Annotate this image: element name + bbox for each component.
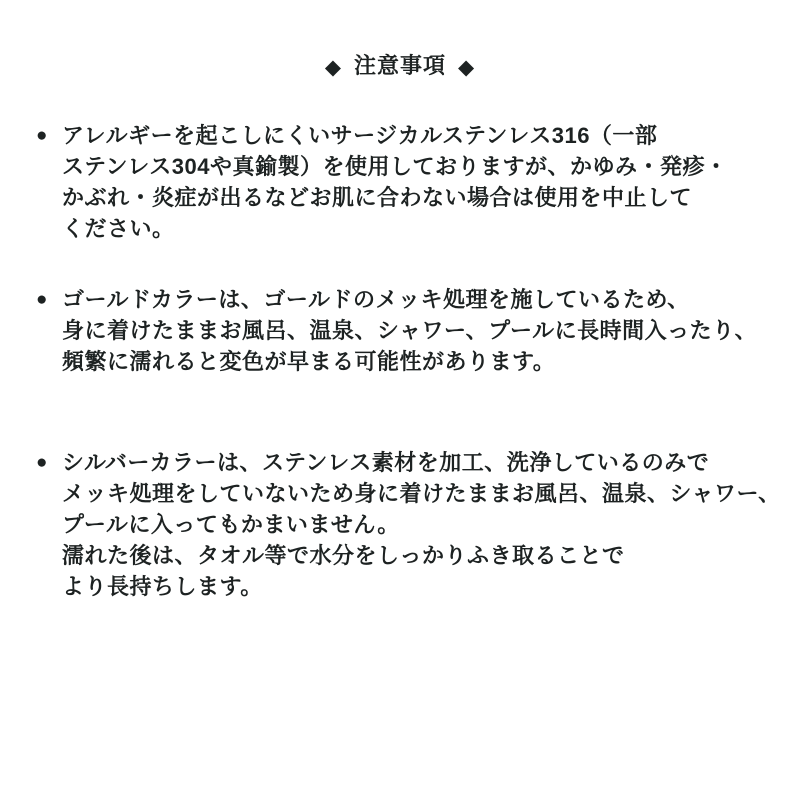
bullet-icon: ● [36, 289, 48, 310]
notice-item-allergy [36, 120, 772, 244]
diamond-icon: ◆ [324, 56, 342, 79]
notice-text [62, 120, 772, 244]
notice-text [62, 284, 772, 377]
diamond-icon: ◆ [458, 56, 476, 79]
bullet-icon: ● [36, 125, 48, 146]
notice-list [36, 120, 781, 602]
notice-line: アレルギーを起こしにくいサージカルステンレス316（一部 [62, 123, 658, 148]
notice-line: メッキ処理をしていないため身に着けたままお風呂、温泉、シャワー、 [62, 481, 781, 506]
notice-item-gold-color [36, 284, 772, 377]
notice-line: シルバーカラーは、ステンレス素材を加工、洗浄しているのみで [62, 450, 710, 475]
notice-text [62, 447, 781, 602]
page-title-text: 注意事項 [353, 53, 446, 78]
notice-line: ください。 [62, 216, 175, 241]
notice-line: プールに入ってもかまいません。 [62, 512, 400, 537]
notice-item-silver-color [36, 447, 781, 602]
notice-line: 濡れた後は、タオル等で水分をしっかりふき取ることで [62, 543, 625, 568]
page-title [0, 0, 800, 81]
notice-line: かぶれ・炎症が出るなどお肌に合わない場合は使用を中止して [62, 185, 693, 210]
notice-line: 頻繁に濡れると変色が早まる可能性があります。 [62, 349, 556, 374]
notice-line: ゴールドカラーは、ゴールドのメッキ処理を施しているため、 [62, 287, 690, 312]
bullet-icon: ● [36, 452, 48, 473]
notice-line: ステンレス304や真鍮製）を使用しておりますが、かゆみ・発疹・ [62, 154, 728, 179]
notice-line: 身に着けたままお風呂、温泉、シャワー、プールに長時間入ったり、 [62, 318, 758, 343]
notice-line: より長持ちします。 [62, 574, 263, 599]
